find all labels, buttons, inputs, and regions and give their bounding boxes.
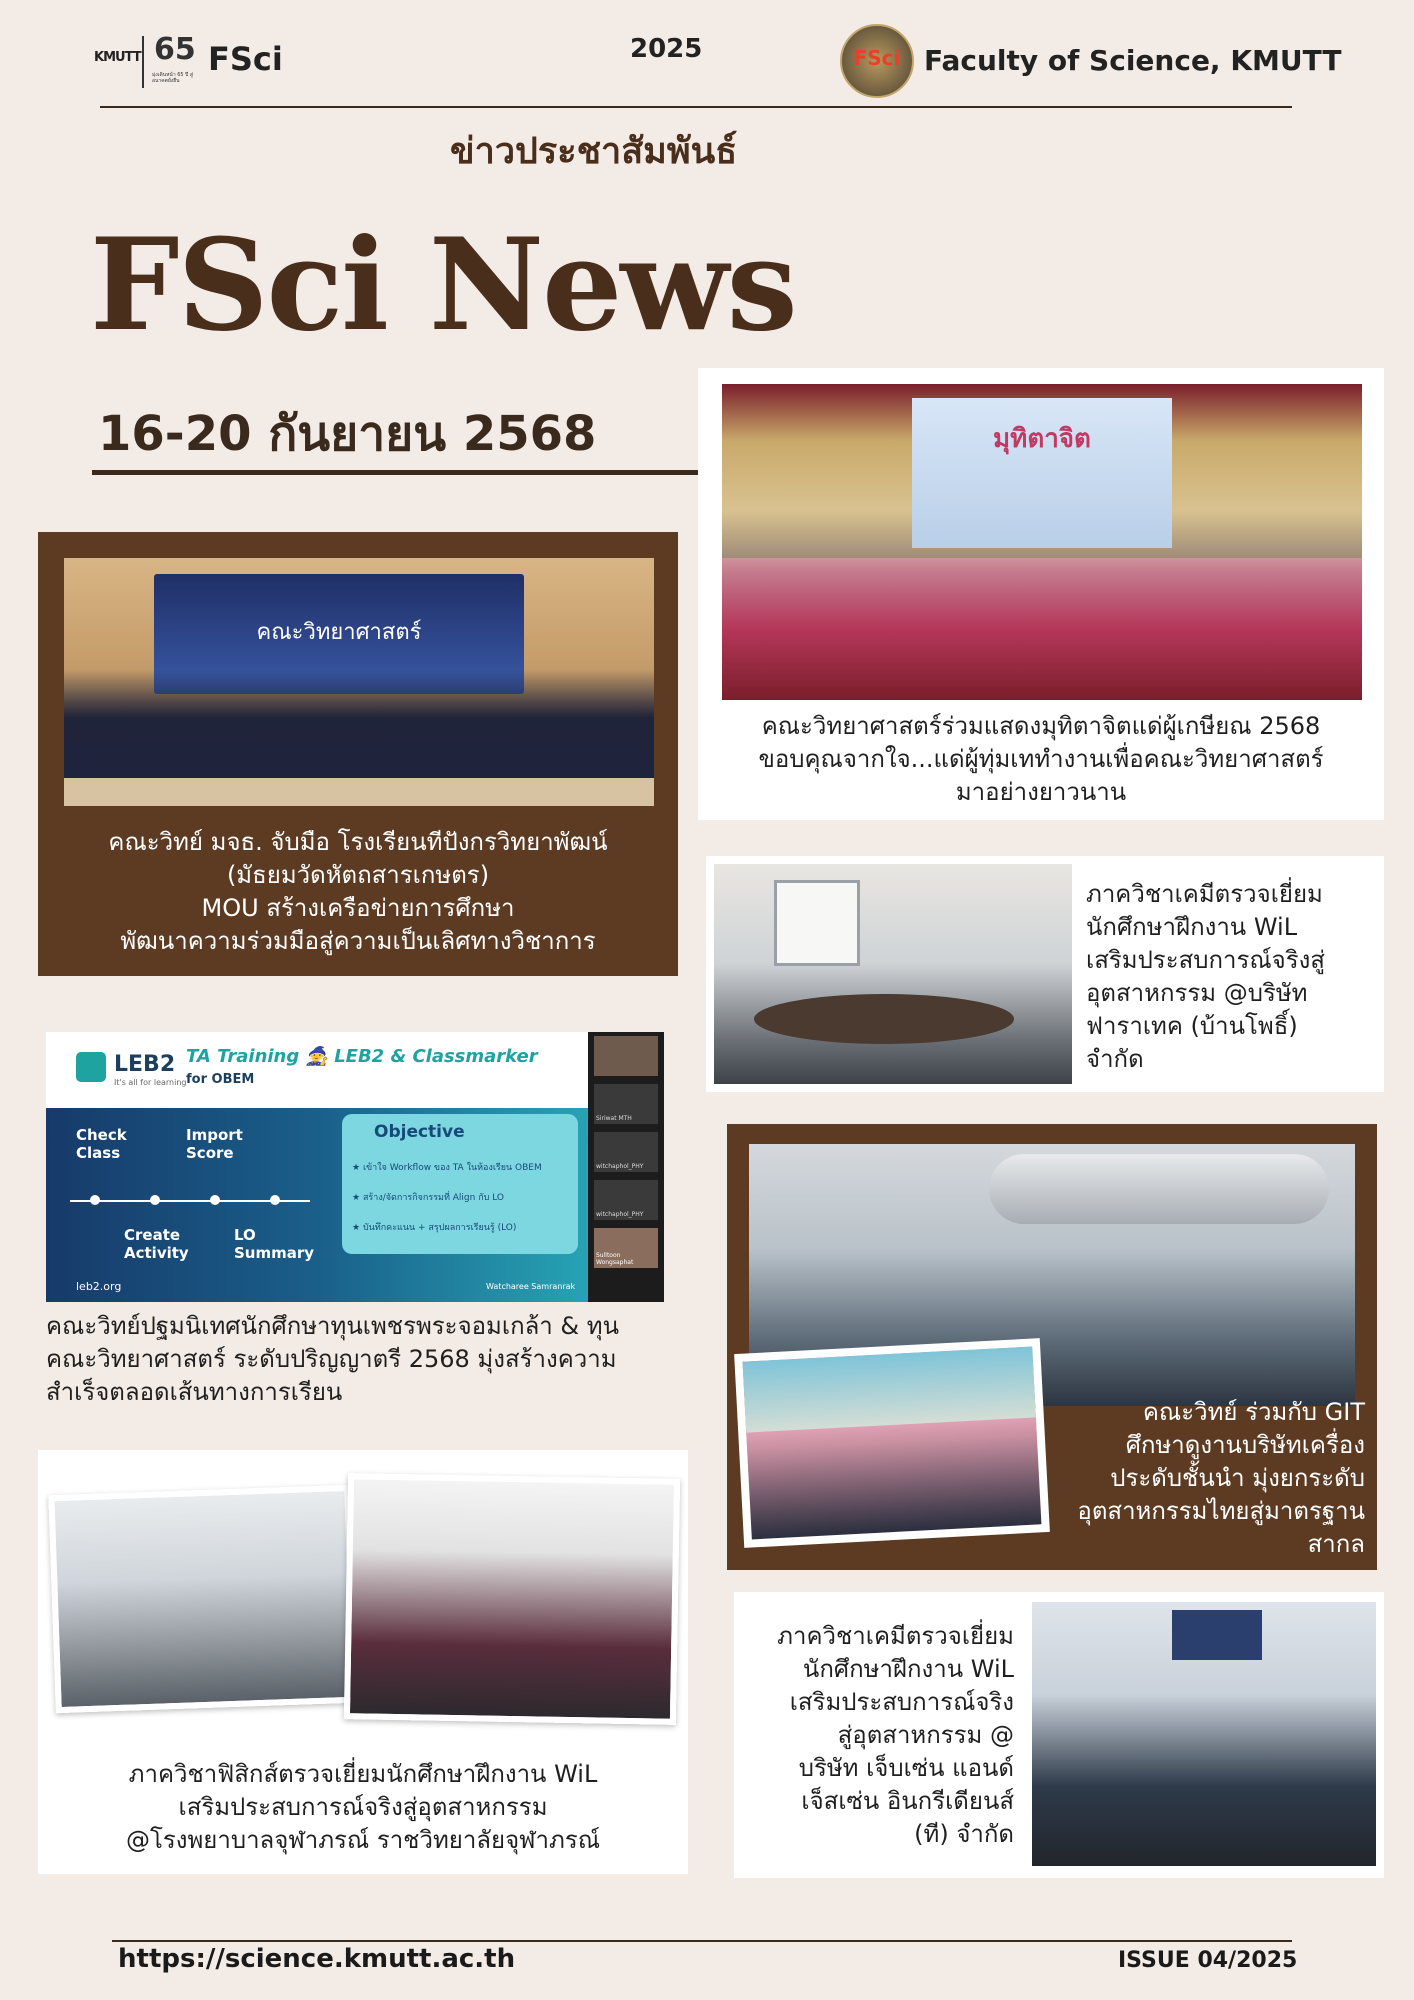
- date-range: 16-20 กันยายน 2568: [98, 406, 597, 462]
- objective-text: บันทึกคะแนน + สรุปผลการเรียนรู้ (LO): [362, 1223, 517, 1233]
- slide-presenter: Watcharee Samranrak: [486, 1282, 576, 1291]
- objective-item: [352, 1160, 572, 1234]
- participant-name: Sulltoon Wongsaphat: [596, 1252, 634, 1266]
- leb2-logo-icon: [76, 1052, 106, 1082]
- chem-wil-1-photo: [714, 864, 1072, 1084]
- participant-name: witchaphol_PHY: [596, 1163, 644, 1170]
- mou-photo: [64, 558, 654, 806]
- objective-box: [342, 1114, 578, 1254]
- slide-title: TA Training 🧙 LEB2 & Classmarker: [186, 1046, 538, 1067]
- orientation-caption-line: สำเร็จตลอดเส้นทางการเรียน: [46, 1378, 343, 1406]
- news-card-retirement[interactable]: [698, 368, 1384, 820]
- chem-wil-2-caption-line: ภาควิชาเคมีตรวจเยี่ยม: [777, 1622, 1014, 1650]
- git-caption-line: สากล: [1307, 1530, 1365, 1558]
- mou-banner-text: คณะวิทยาศาสตร์: [256, 620, 422, 645]
- news-card-mou[interactable]: [38, 532, 678, 976]
- mou-signing-table: [64, 778, 654, 806]
- retirement-screen: [912, 398, 1172, 548]
- physics-photo-right: [344, 1473, 680, 1725]
- kmutt-logo: [92, 36, 144, 88]
- mou-caption-line: คณะวิทย์ มจธ. จับมือ โรงเรียนทีปังกรวิทยาพัฒน์: [108, 828, 608, 856]
- chem-wil-2-screen: [1172, 1610, 1262, 1660]
- news-card-chem-wil-1[interactable]: [706, 856, 1384, 1092]
- chem-wil-2-caption: [744, 1620, 1014, 1851]
- git-photo-inset: [734, 1338, 1050, 1548]
- chem-wil-2-caption-line: (ที) จำกัด: [914, 1820, 1014, 1848]
- objective-line: ★ บันทึกคะแนน + สรุปผลการเรียนรู้ (LO): [352, 1223, 517, 1233]
- physics-caption: [48, 1758, 678, 1857]
- slide-subtitle: for OBEM: [186, 1072, 255, 1087]
- chem-wil-1-caption-line: อุตสาหกรรม @บริษัท: [1086, 979, 1308, 1007]
- news-card-physics-wil[interactable]: [38, 1450, 688, 1874]
- participant-name: Siriwat MTH: [596, 1115, 632, 1122]
- slide-body: [46, 1108, 588, 1302]
- objective-line: ★ สร้าง/จัดการกิจกรรมที่ Align กับ LO: [352, 1193, 505, 1203]
- objective-text: สร้าง/จัดการกิจกรรมที่ Align กับ LO: [362, 1193, 505, 1203]
- participant-tile: [594, 1180, 658, 1220]
- faculty-name: Faculty of Science, KMUTT: [924, 44, 1342, 77]
- leb2-brand: LEB2: [114, 1052, 176, 1077]
- physics-photo-left: [48, 1485, 357, 1713]
- chem-wil-2-caption-line: บริษัท เจ็บเซ่น แอนด์: [798, 1754, 1014, 1782]
- step-dot: [90, 1195, 100, 1205]
- participant-tile: [594, 1132, 658, 1172]
- footer-url[interactable]: https://science.kmutt.ac.th: [118, 1944, 516, 1974]
- step-create-activity: Create Activity: [124, 1226, 189, 1262]
- news-card-git[interactable]: [727, 1124, 1377, 1570]
- mou-caption-line: พัฒนาความร่วมมือสู่ความเป็นเลิศทางวิชาการ: [120, 927, 596, 955]
- retirement-caption-line: มาอย่างยาวนาน: [955, 778, 1127, 806]
- chem-wil-2-caption-line: นักศึกษาฝึกงาน WiL: [802, 1655, 1014, 1683]
- slide-top-bar: [46, 1032, 588, 1108]
- orientation-slide: [46, 1032, 588, 1302]
- news-card-orientation[interactable]: [46, 1032, 676, 1412]
- mou-caption-line: MOU สร้างเครือข่ายการศึกษา: [201, 894, 515, 922]
- chem-wil-1-caption-line: ภาควิชาเคมีตรวจเยี่ยม: [1086, 880, 1323, 908]
- chem-wil-1-caption-line: เสริมประสบการณ์จริงสู่: [1086, 946, 1325, 974]
- git-caption-line: คณะวิทย์ ร่วมกับ GIT: [1142, 1398, 1365, 1426]
- git-pipe: [989, 1154, 1329, 1224]
- header-logos: [92, 28, 312, 98]
- physics-caption-line: เสริมประสบการณ์จริงสู่อุตสาหกรรม: [178, 1793, 548, 1821]
- step-dot: [150, 1195, 160, 1205]
- retirement-caption-line: ขอบคุณจากใจ...แด่ผู้ทุ่มเททำงานเพื่อคณะวิทยาศาสตร์: [758, 745, 1324, 773]
- git-caption-line: อุตสาหกรรมไทยสู่มาตรฐาน: [1077, 1497, 1365, 1525]
- participant-tile: [594, 1228, 658, 1268]
- chem-wil-2-caption-line: เสริมประสบการณ์จริง: [789, 1688, 1014, 1716]
- header-divider: [100, 106, 1292, 108]
- step-dot: [270, 1195, 280, 1205]
- chem-wil-2-photo: [1032, 1602, 1376, 1866]
- faculty-badge-text: FSci: [853, 46, 901, 70]
- objective-title: Objective: [374, 1122, 465, 1142]
- git-caption: [1047, 1396, 1365, 1561]
- chem-wil-1-caption-line: นักศึกษาฝึกงาน WiL: [1086, 913, 1298, 941]
- step-lo-summary: LO Summary: [234, 1226, 315, 1262]
- retirement-caption: [708, 710, 1374, 809]
- chem-wil-1-caption-line: จำกัด: [1086, 1045, 1144, 1073]
- retirement-caption-line: คณะวิทยาศาสตร์ร่วมแสดงมุทิตาจิตแด่ผู้เกษียณ 2568: [761, 712, 1321, 740]
- retirement-photo: [722, 384, 1362, 700]
- leb2-brand-sub: It's all for learning: [114, 1078, 187, 1087]
- anniversary-subtext: มุ่งเดินหน้า 65 ปี สู่อนาคตยั่งยืน: [152, 72, 193, 84]
- section-label: ข่าวประชาสัมพันธ์: [450, 131, 738, 172]
- chem-wil-1-window: [774, 880, 860, 966]
- orientation-caption-line: คณะวิทยาศาสตร์ ระดับปริญญาตรี 2568 มุ่งสร้างความ: [46, 1345, 617, 1373]
- mou-caption: [48, 826, 668, 958]
- chem-wil-1-caption: [1086, 878, 1376, 1076]
- chem-wil-2-caption-line: เจ็สเซ่น อินกรีเดียนส์: [801, 1787, 1014, 1815]
- physics-caption-line: ภาควิชาฟิสิกส์ตรวจเยี่ยมนักศึกษาฝึกงาน WiL: [128, 1760, 598, 1788]
- footer-issue: ISSUE 04/2025: [1118, 1948, 1298, 1973]
- chem-wil-1-caption-line: ฟาราเทค (บ้านโพธิ์): [1086, 1012, 1298, 1040]
- participant-tile: [594, 1036, 658, 1076]
- orientation-caption: [46, 1310, 676, 1409]
- slide-url: leb2.org: [76, 1280, 122, 1293]
- git-inset-people: [746, 1418, 1041, 1540]
- orientation-caption-line: คณะวิทย์ปฐมนิเทศนักศึกษาทุนเพชรพระจอมเกล้า & ทุน: [46, 1312, 619, 1340]
- date-underline: [92, 470, 700, 475]
- fsci-logo-text: FSci: [208, 40, 283, 78]
- step-dot: [210, 1195, 220, 1205]
- git-caption-line: ประดับชั้นนำ มุ่งยกระดับ: [1110, 1464, 1365, 1492]
- page-title: FSci News: [90, 211, 796, 359]
- issue-year: 2025: [630, 34, 703, 64]
- faculty-badge: [840, 24, 914, 98]
- participant-tile: [594, 1084, 658, 1124]
- retirement-screen-text: มุทิตาจิต: [993, 424, 1091, 454]
- anniversary-logo: [152, 32, 200, 92]
- anniversary-number: 65: [154, 32, 196, 67]
- participant-panel: [588, 1032, 664, 1302]
- retirement-people: [722, 558, 1362, 700]
- participant-name: witchaphol_PHY: [596, 1211, 644, 1218]
- news-card-chem-wil-2[interactable]: [734, 1592, 1384, 1878]
- kmutt-logo-text: KMUTT: [94, 50, 141, 65]
- step-import-score: Import Score: [186, 1126, 243, 1162]
- physics-caption-line: @โรงพยาบาลจุฬาภรณ์ ราชวิทยาลัยจุฬาภรณ์: [125, 1826, 600, 1854]
- step-check-class: Check Class: [76, 1126, 127, 1162]
- objective-line: ★ เข้าใจ Workflow ของ TA ในห้องเรียน OBEM: [352, 1163, 542, 1173]
- mou-caption-line: (มัธยมวัดหัตถสารเกษตร): [226, 861, 490, 889]
- objective-text: เข้าใจ Workflow ของ TA ในห้องเรียน OBEM: [362, 1163, 542, 1173]
- chem-wil-2-caption-line: สู่อุตสาหกรรม @: [837, 1721, 1014, 1749]
- git-caption-line: ศึกษาดูงานบริษัทเครื่อง: [1125, 1431, 1365, 1459]
- chem-wil-1-table: [754, 994, 1014, 1044]
- footer-divider: [112, 1940, 1292, 1942]
